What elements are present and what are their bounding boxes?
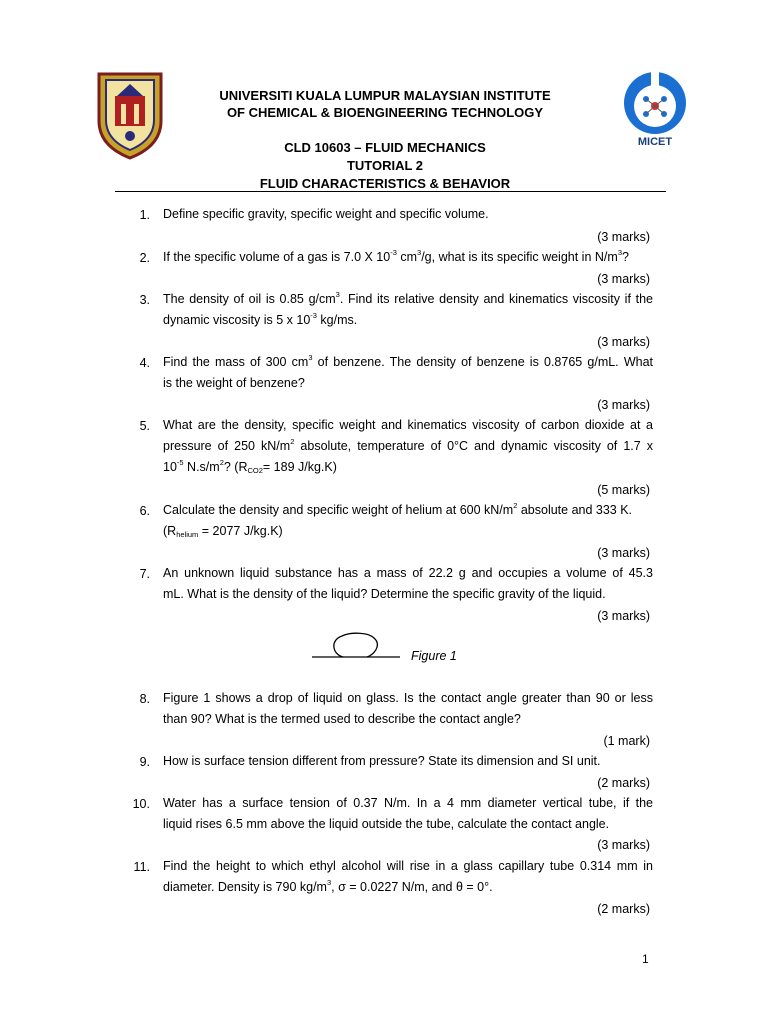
- question-8-marks: (1 mark): [603, 734, 650, 748]
- unikl-logo: [91, 66, 169, 160]
- question-7-marks: (3 marks): [597, 609, 650, 623]
- question-6-marks: (3 marks): [597, 546, 650, 560]
- tutorial-title: TUTORIAL 2: [346, 158, 424, 173]
- question-number: 6.: [139, 504, 150, 518]
- question-1-marks: (3 marks): [597, 230, 650, 244]
- question-5-marks: (5 marks): [597, 483, 650, 497]
- question-1-text: Define specific gravity, specific weight and specific volume.: [163, 207, 489, 221]
- question-5-line3: $10^{-5}$ $N.s/m^2$? ($R_{CO2}= 189$ J/kg.K): [163, 458, 337, 475]
- question-number: 1.: [139, 208, 150, 222]
- question-10-marks: (3 marks): [597, 838, 650, 852]
- question-11-line2: diameter. Density is 790 $kg/m^3$, σ = 0.0227 N/m, and θ = 0°.: [163, 878, 493, 894]
- question-number: 7.: [139, 567, 150, 581]
- micet-logo: [622, 70, 688, 152]
- question-5-line1: What are the density, specific weight and kinematics viscosity of carbon dioxide at a: [163, 418, 653, 432]
- question-number: 11.: [133, 860, 150, 874]
- question-number: 3.: [139, 293, 150, 307]
- topic-title: FLUID CHARACTERISTICS & BEHAVIOR: [259, 176, 511, 191]
- question-4-marks: (3 marks): [597, 398, 650, 412]
- question-number: 5.: [139, 419, 150, 433]
- question-2-marks: (3 marks): [597, 272, 650, 286]
- header-divider: [115, 191, 666, 192]
- question-9-marks: (2 marks): [597, 776, 650, 790]
- figure-1-label: Figure 1: [411, 649, 457, 663]
- question-10-line2: liquid rises 6.5 mm above the liquid outside the tube, calculate the contact angle.: [163, 817, 610, 831]
- question-7-line1: An unknown liquid substance has a mass of 22.2 g and occupies a volume of 45.3: [163, 566, 653, 580]
- question-8-line2: than 90? What is the termed used to describe the contact angle?: [163, 712, 521, 726]
- question-3-marks: (3 marks): [597, 335, 650, 349]
- question-8-line1: Figure 1 shows a drop of liquid on glass. Is the contact angle greater than 90 or less: [163, 691, 653, 705]
- question-11-line1: Find the height to which ethyl alcohol will rise in a glass capillary tube 0.314 mm in: [163, 859, 653, 873]
- course-title: CLD 10603 – FLUID MECHANICS: [284, 140, 486, 155]
- question-10-line1: Water has a surface tension of 0.37 N/m. In a 4 mm diameter vertical tube, if the: [163, 796, 653, 810]
- question-3-line1: The density of oil is 0.85 $g/cm^3$. Find its relative density and kinematics viscosity if the: [163, 290, 653, 306]
- question-9-text: How is surface tension different from pressure? State its dimension and SI unit.: [163, 754, 601, 768]
- question-number: 10.: [132, 797, 150, 811]
- question-4-line2: is the weight of benzene?: [163, 376, 305, 390]
- question-number: 2.: [139, 251, 150, 265]
- question-5-line2: pressure of 250 $kN/m^2$ absolute, temperature of 0°C and dynamic viscosity of 1.7 x: [163, 437, 653, 453]
- question-6-line1: Calculate the density and specific weight of helium at 600 $kN/m^2$ absolute and 333 K.: [163, 501, 633, 517]
- question-7-line2: mL. What is the density of the liquid? Determine the specific gravity of the liquid.: [163, 587, 606, 601]
- micet-logo-text: MICET: [637, 136, 673, 148]
- question-3-line2: dynamic viscosity is 5 x $10^{-3}$ kg/ms.: [163, 311, 358, 327]
- question-11-marks: (2 marks): [597, 902, 650, 916]
- question-number: 9.: [139, 755, 150, 769]
- figure-1-drop-on-glass: [310, 628, 402, 662]
- question-number: 8.: [139, 692, 150, 706]
- question-number: 4.: [139, 356, 150, 370]
- question-4-line1: Find the mass of 300 $cm^3$ of benzene. The density of benzene is 0.8765 g/mL. What: [163, 353, 653, 369]
- page-number: 1: [642, 952, 649, 966]
- university-name-line1: UNIVERSITI KUALA LUMPUR MALAYSIAN INSTITUTE: [219, 88, 551, 103]
- question-2-text: If the specific volume of a gas is 7.0 X $10^{-3}$ $cm^3/g$, what is its specific weight in $N/m^3$?: [163, 248, 629, 264]
- question-6-line2: ($R_{helium} = 2077$ J/kg.K): [163, 524, 283, 539]
- university-name-line2: OF CHEMICAL & BIOENGINEERING TECHNOLOGY: [226, 105, 544, 120]
